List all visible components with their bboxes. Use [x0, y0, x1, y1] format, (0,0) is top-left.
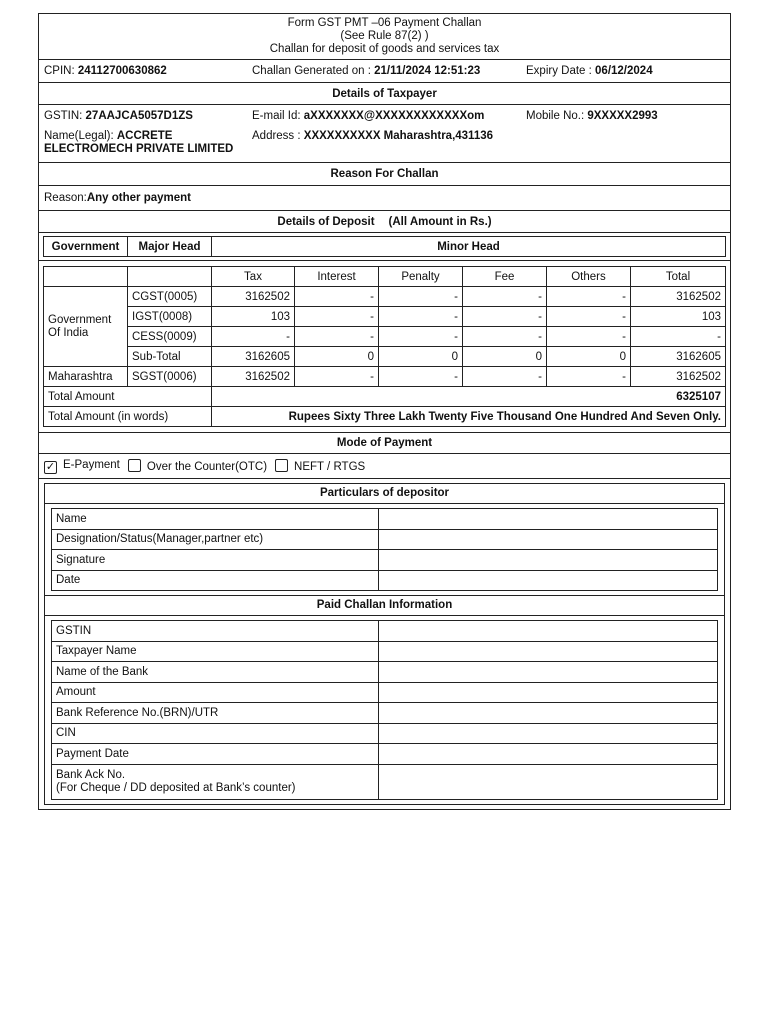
form-subtitle: Challan for deposit of goods and services tax	[269, 43, 500, 55]
table-row: IGST(0008) 103 - - - - 103	[44, 307, 726, 327]
email: E-mail Id: aXXXXXXX@XXXXXXXXXXXXom	[252, 110, 485, 122]
form-rule: (See Rule 87(2) )	[340, 30, 429, 42]
table-row: Name of the Bank	[52, 662, 718, 683]
otc-option[interactable]: Over the Counter(OTC)	[128, 459, 267, 473]
col-others: Others	[547, 267, 631, 287]
mobile: Mobile No.: 9XXXXX2993	[526, 110, 658, 122]
table-row: Signature	[52, 550, 718, 571]
deposit-section-title: Details of Deposit (All Amount in Rs.)	[39, 211, 730, 233]
neft-checkbox[interactable]	[275, 459, 288, 472]
depositor-name-value[interactable]	[379, 509, 718, 530]
paid-brn-value[interactable]	[379, 703, 718, 724]
paid-bank-value[interactable]	[379, 662, 718, 683]
legal-name: Name(Legal): ACCRETE ELECTROMECH PRIVATE LIMITED	[44, 130, 234, 155]
paid-ack-value[interactable]	[379, 764, 718, 799]
epayment-option[interactable]: ✓ E-Payment	[45, 458, 120, 473]
gstin: GSTIN: 27AAJCA5057D1ZS	[44, 110, 193, 122]
reason-section-title: Reason For Challan	[39, 163, 730, 186]
head-major: Major Head	[128, 237, 212, 257]
deposit-table	[43, 266, 726, 427]
form-title: Form GST PMT –06 Payment Challan	[287, 17, 482, 29]
total-words-row: Total Amount (in words) Rupees Sixty Three Lakh Twenty Five Thousand One Hundred And Seven Only.	[44, 407, 726, 427]
total-words: Rupees Sixty Three Lakh Twenty Five Thousand One Hundred And Seven Only.	[212, 407, 726, 427]
reason-value: Any other payment	[86, 192, 192, 204]
depositor-table	[51, 508, 718, 591]
depositor-date-value[interactable]	[379, 570, 718, 591]
depositor-signature-value[interactable]	[379, 550, 718, 571]
challan-info-row	[39, 60, 730, 83]
depositor-box	[44, 483, 725, 805]
address: Address : XXXXXXXXXX Maharashtra,431136	[252, 130, 494, 142]
total-amount: 6325107	[212, 387, 726, 407]
otc-checkbox[interactable]	[128, 459, 141, 472]
challan-generated: Challan Generated on : 21/11/2024 12:51:23	[252, 65, 481, 77]
table-row: Designation/Status(Manager,partner etc)	[52, 529, 718, 550]
paid-table	[51, 620, 718, 800]
table-row: CESS(0009) - - - - - -	[44, 327, 726, 347]
head-government: Government	[44, 237, 128, 257]
cpin: CPIN: 24112700630862	[44, 65, 167, 77]
paid-amount-value[interactable]	[379, 682, 718, 703]
col-interest: Interest	[295, 267, 379, 287]
table-row: Date	[52, 570, 718, 591]
gov-india: Government Of India	[44, 287, 128, 367]
taxpayer-section-title: Details of Taxpayer	[39, 83, 730, 105]
table-row: Maharashtra SGST(0006) 3162502 - - - - 3162502	[44, 367, 726, 387]
paid-taxpayer-value[interactable]	[379, 641, 718, 662]
total-amount-row: Total Amount 6325107	[44, 387, 726, 407]
table-row: CIN	[52, 723, 718, 744]
paid-cin-value[interactable]	[379, 723, 718, 744]
deposit-head-row	[39, 233, 730, 261]
table-row: Bank Reference No.(BRN)/UTR	[52, 703, 718, 724]
form-header	[39, 14, 730, 60]
table-row: Payment Date	[52, 744, 718, 765]
table-row: Name	[52, 509, 718, 530]
reason-row: Reason: Any other payment	[39, 186, 730, 211]
challan-form	[38, 13, 731, 810]
payment-mode-row	[39, 454, 730, 479]
expiry-date: Expiry Date : 06/12/2024	[526, 65, 653, 77]
col-total: Total	[631, 267, 726, 287]
neft-option[interactable]: NEFT / RTGS	[275, 459, 365, 473]
paid-gstin-value[interactable]	[379, 621, 718, 642]
table-row: Government Of India CGST(0005) 3162502 - - - - 3162502	[44, 287, 726, 307]
deposit-table-row	[39, 261, 730, 433]
taxpayer-details	[39, 105, 730, 163]
col-penalty: Penalty	[379, 267, 463, 287]
col-tax: Tax	[212, 267, 295, 287]
table-row: Amount	[52, 682, 718, 703]
state-name: Maharashtra	[44, 367, 128, 387]
table-row: Taxpayer Name	[52, 641, 718, 662]
depositor-designation-value[interactable]	[379, 529, 718, 550]
payment-section-title: Mode of Payment	[39, 433, 730, 454]
table-row: Bank Ack No. (For Cheque / DD deposited at Bank’s counter)	[52, 764, 718, 799]
depositor-title: Particulars of depositor	[45, 484, 724, 504]
table-row: Sub-Total 3162605 0 0 0 0 3162605	[44, 347, 726, 367]
paid-date-value[interactable]	[379, 744, 718, 765]
table-row: GSTIN	[52, 621, 718, 642]
paid-title: Paid Challan Information	[45, 595, 724, 616]
head-minor: Minor Head	[212, 237, 726, 257]
col-fee: Fee	[463, 267, 547, 287]
epayment-checkbox[interactable]: ✓	[45, 460, 56, 473]
